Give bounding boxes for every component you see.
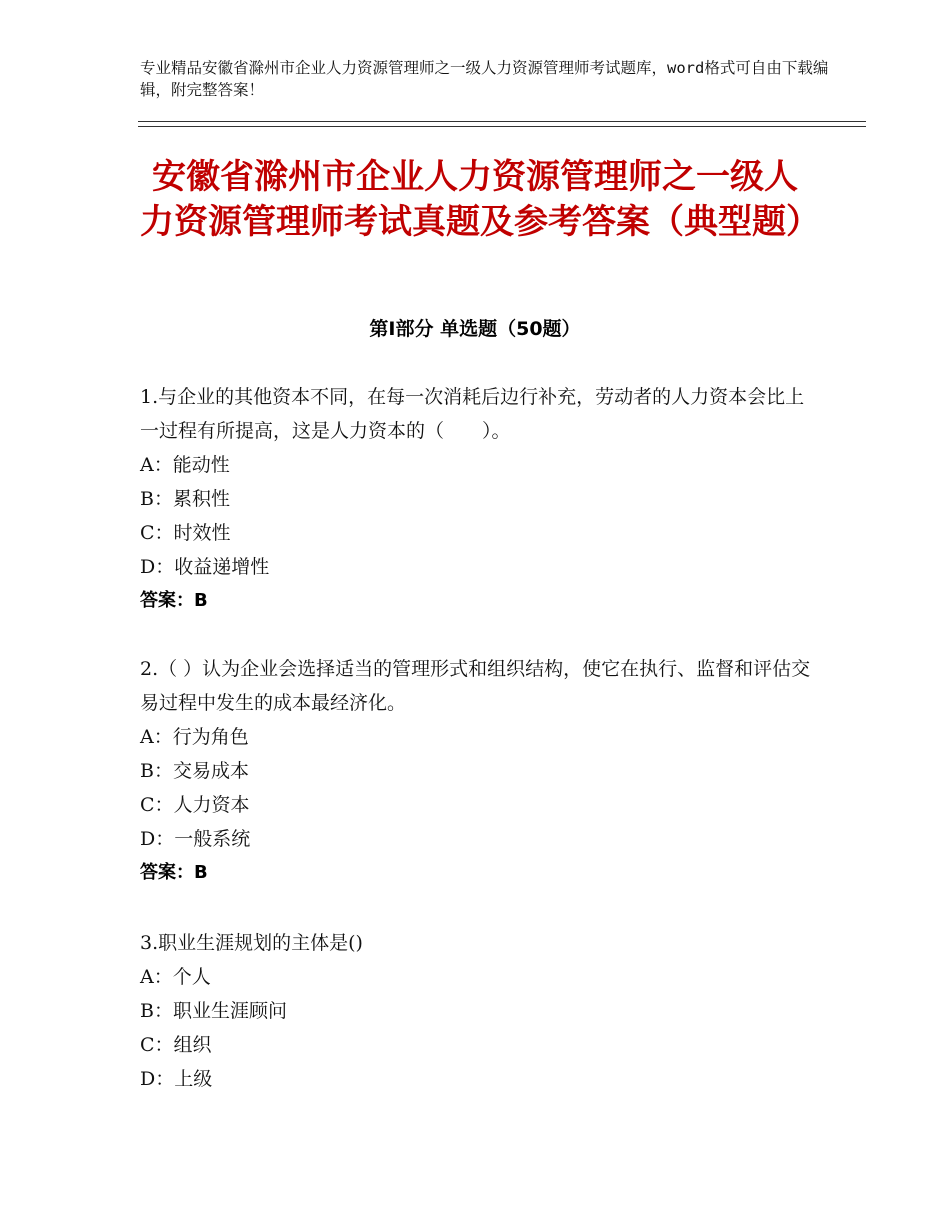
question-1 xyxy=(140,380,820,618)
option-c: C：时效性 xyxy=(140,522,231,544)
header-divider xyxy=(138,121,866,127)
header-note: 专业精品安徽省滁州市企业人力资源管理师之一级人力资源管理师考试题库，word格式可自由下载编辑，附完整答案！ xyxy=(140,59,829,99)
option-a: A：个人 xyxy=(140,966,211,988)
option-b: B：交易成本 xyxy=(140,760,249,782)
question-2 xyxy=(140,652,820,890)
question-stem: 3.职业生涯规划的主体是() xyxy=(140,932,363,954)
option-d: D：一般系统 xyxy=(140,828,251,850)
option-a: A：能动性 xyxy=(140,454,230,476)
option-d: D：上级 xyxy=(140,1068,213,1090)
option-d: D：收益递增性 xyxy=(140,556,270,578)
section-heading: 第I部分 单选题（50题） xyxy=(369,318,581,340)
question-stem: 2.（ ）认为企业会选择适当的管理形式和组织结构，使它在执行、监督和评估交易过程中发生的成本最经济化。 xyxy=(140,658,811,714)
question-stem: 1.与企业的其他资本不同，在每一次消耗后边行补充，劳动者的人力资本会比上一过程有所提高，这是人力资本的（ ）。 xyxy=(140,386,805,442)
answer-text: 答案：B xyxy=(140,590,208,611)
option-c: C：人力资本 xyxy=(140,794,250,816)
answer-text: 答案：B xyxy=(140,862,208,883)
option-c: C：组织 xyxy=(140,1034,212,1056)
document-title: 安徽省滁州市企业人力资源管理师之一级人力资源管理师考试真题及参考答案（典型题） xyxy=(140,157,820,242)
option-b: B：职业生涯顾问 xyxy=(140,1000,287,1022)
option-b: B：累积性 xyxy=(140,488,230,510)
option-a: A：行为角色 xyxy=(140,726,249,748)
question-3 xyxy=(140,926,820,1096)
